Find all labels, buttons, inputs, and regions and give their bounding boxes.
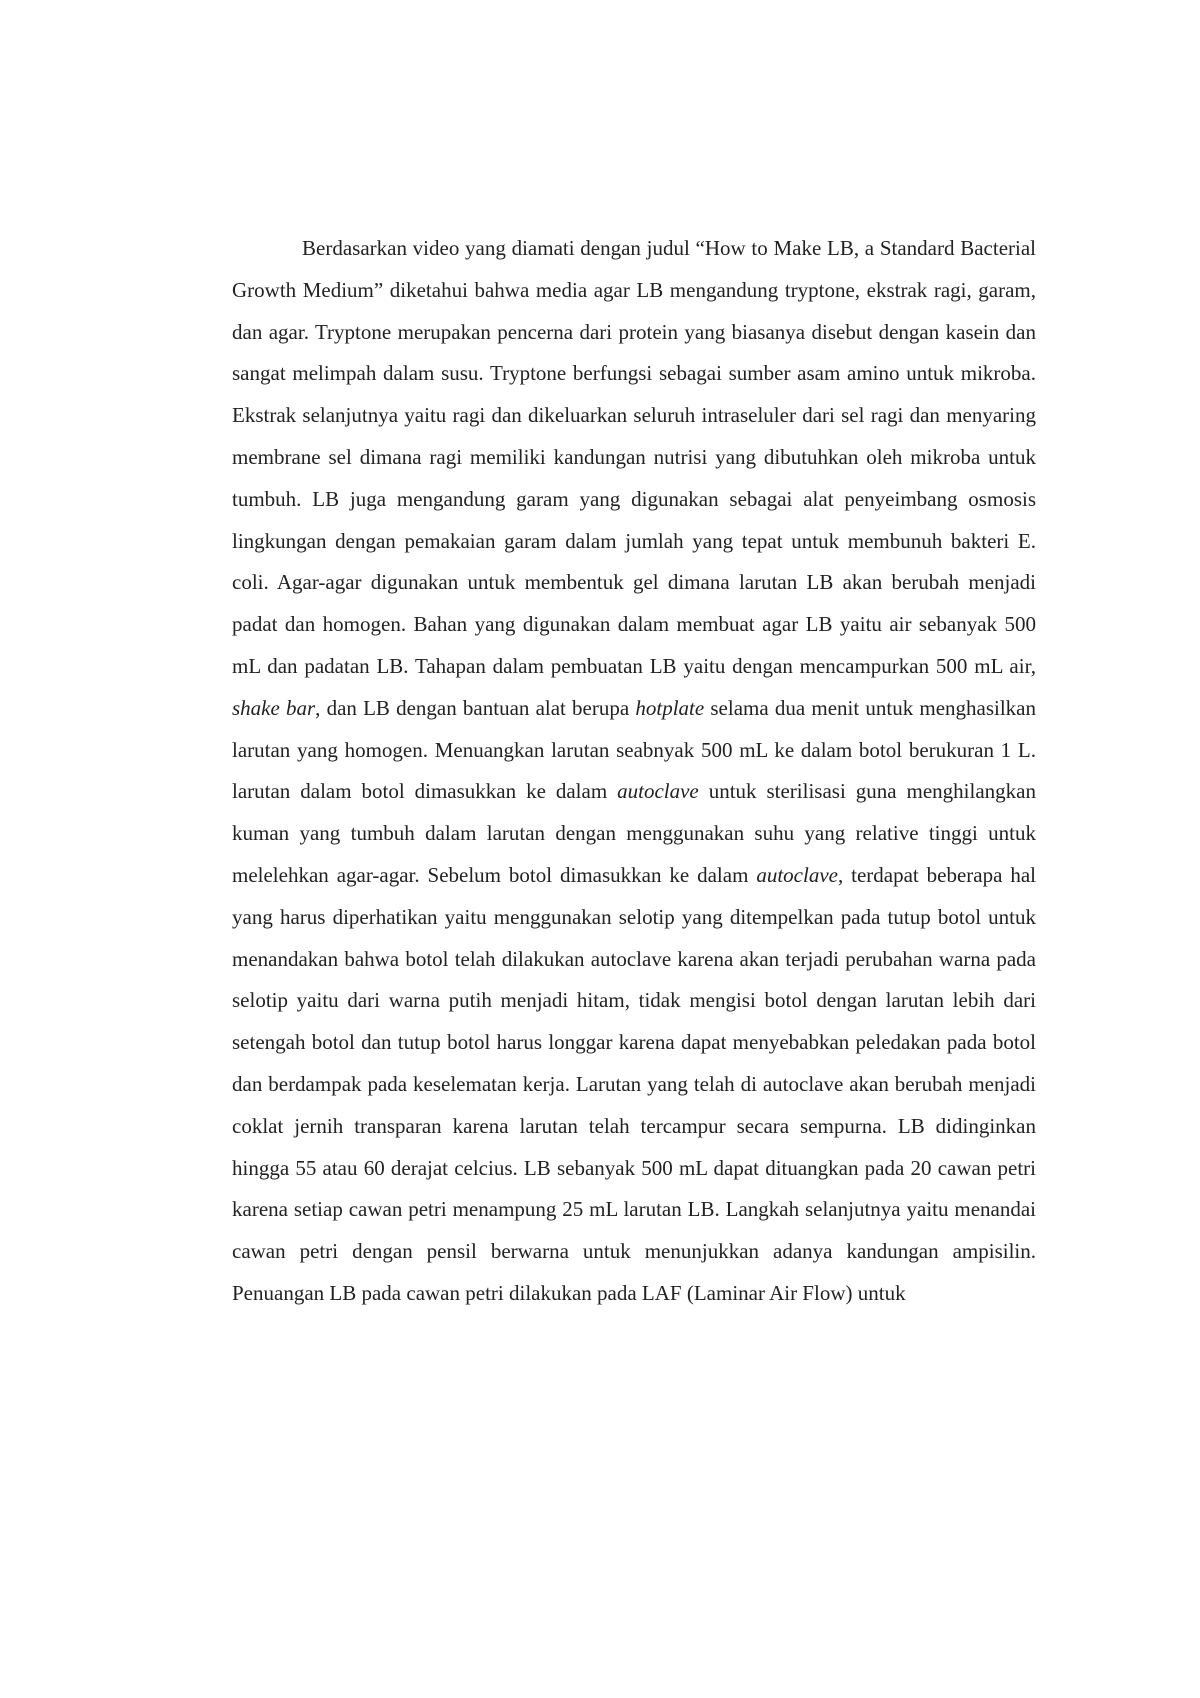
italic-term-shake-bar: shake bar — [232, 695, 316, 720]
paragraph-text-segment: , terdapat beberapa hal yang harus diperhatikan yaitu menggunakan selotip yang ditempelkan pada tutup botol untuk menandakan bahwa botol telah dilakukan autoclave karena akan terjadi perubahan warna pada selotip yaitu dari warna putih menjadi hitam, tidak mengisi botol dengan larutan lebih dari setengah botol dan tutup botol harus longgar karena dapat menyebabkan peledakan pada botol dan berdampak pada keselematan kerja. Larutan yang telah di autoclave akan berubah menjadi coklat jernih transparan karena larutan telah tercampur secara sempurna. LB didinginkan hingga 55 atau 60 derajat celcius. LB sebanyak 500 mL dapat dituangkan pada 20 cawan petri karena setiap cawan petri menampung 25 mL larutan LB. Langkah selanjutnya yaitu menandai cawan petri dengan pensil berwarna untuk menunjukkan adanya kandungan ampisilin. Penuangan LB pada cawan petri dilakukan pada LAF (Laminar Air Flow) untuk — [232, 862, 1036, 1305]
italic-term-hotplate: hotplate — [635, 695, 705, 720]
paragraph-text-segment: selama dua menit untuk menghasilkan larutan yang homogen. Menuangkan larutan seabnyak 500 mL ke dalam botol berukuran 1 L. larutan dalam botol dimasukkan ke dalam — [232, 695, 1037, 804]
paragraph-text-segment: untuk sterilisasi guna menghilangkan kuman yang tumbuh dalam larutan dengan menggunakan suhu yang relative tinggi untuk melelehkan agar-agar. Sebelum botol dimasukkan ke dalam — [232, 779, 1036, 887]
body-paragraph — [232, 228, 1036, 1315]
italic-term-autoclave: autoclave — [756, 862, 838, 887]
italic-term-autoclave: autoclave — [617, 779, 699, 804]
paragraph-text-segment: Berdasarkan video yang diamati dengan judul “How to Make LB, a Standard Bacterial Growth Medium” diketahui bahwa media agar LB mengandung tryptone, ekstrak ragi, garam, dan agar. Tryptone merupakan pencerna dari protein yang biasanya disebut dengan kasein dan sangat melimpah dalam susu. Tryptone berfungsi sebagai sumber asam amino untuk mikroba. Ekstrak selanjutnya yaitu ragi dan dikeluarkan seluruh intraseluler dari sel ragi dan menyaring membrane sel dimana ragi memiliki kandungan nutrisi yang dibutuhkan oleh mikroba untuk tumbuh. LB juga mengandung garam yang digunakan sebagai alat penyeimbang osmosis lingkungan dengan pemakaian garam dalam jumlah yang tepat untuk membunuh bakteri E. coli. Agar-agar digunakan untuk membentuk gel dimana larutan LB akan berubah menjadi padat dan homogen. Bahan yang digunakan dalam membuat agar LB yaitu air sebanyak 500 mL dan padatan LB. Tahapan dalam pembuatan LB yaitu dengan mencampurkan 500 mL air, — [232, 236, 1036, 678]
paragraph-text-segment: , dan LB dengan bantuan alat berupa — [315, 695, 636, 720]
